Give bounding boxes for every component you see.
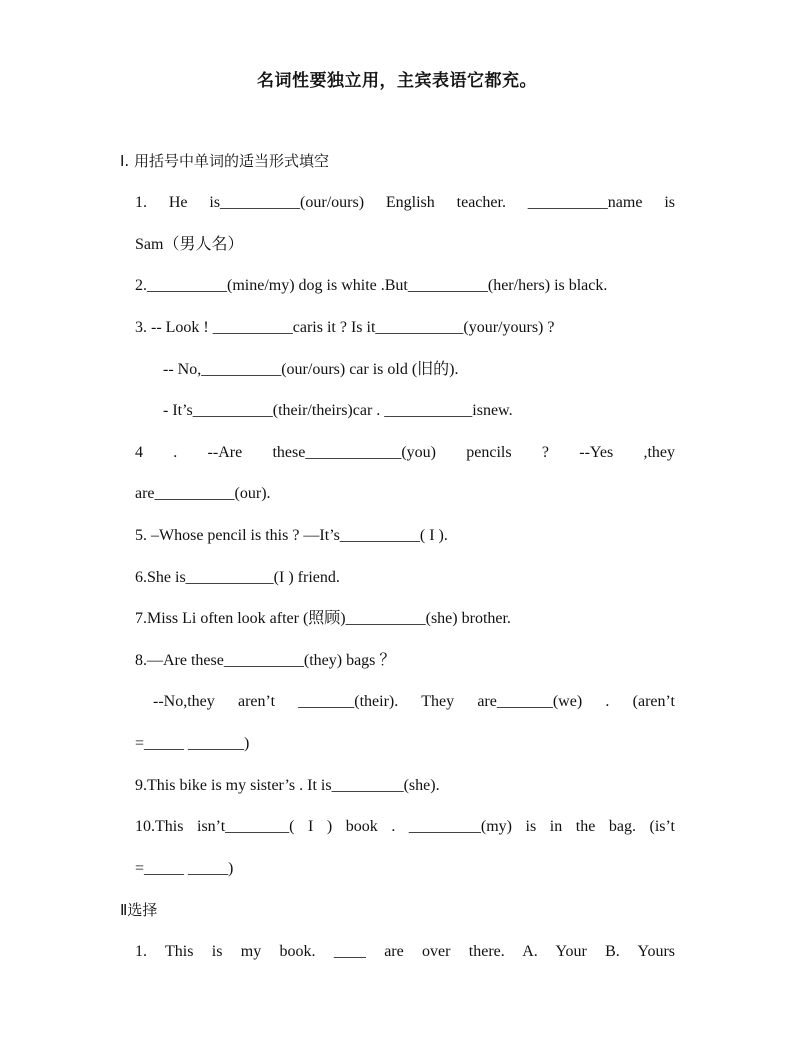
choice-1-line: 1. This is my book. ____ are over there. A. Your B. Yours <box>135 943 675 960</box>
exercise-10-line-2: =_____ _____) <box>135 860 234 877</box>
page-title: 名词性要独立用，主宾表语它都充。 <box>257 71 537 90</box>
exercise-6-line: 6.She is___________(I ) friend. <box>135 569 340 586</box>
exercise-10-line-1: 10.This isn’t________( I ) book . _________(my) is in the bag. (is’t <box>135 818 675 835</box>
exercise-1-line-2: Sam（男人名） <box>135 236 244 253</box>
exercise-1-line-1: 1. He is__________(our/ours) English teacher. __________name is <box>135 194 675 211</box>
section-2-heading: Ⅱ选择 <box>120 901 158 919</box>
exercise-8-line-3: =_____ _______) <box>135 735 250 752</box>
exercise-4-line-1: 4 . --Are these____________(you) pencils ? --Yes ,they <box>135 444 675 461</box>
exercise-3-line-1: 3. -- Look ! __________caris it ? Is it___________(your/yours) ? <box>135 319 555 336</box>
exercise-9-line: 9.This bike is my sister’s . It is_________(she). <box>135 777 440 794</box>
section-1-heading: I. 用括号中单词的适当形式填空 <box>120 152 329 170</box>
exercise-5-line: 5. –Whose pencil is this ? —It’s__________( I ). <box>135 527 448 544</box>
exercise-7-line: 7.Miss Li often look after (照顾)__________(she) brother. <box>135 610 511 627</box>
exercise-2-line: 2.__________(mine/my) dog is white .But__________(her/hers) is black. <box>135 277 608 294</box>
exercise-3-line-2: -- No,__________(our/ours) car is old (旧的). <box>163 361 459 378</box>
exercise-8-line-2: --No,they aren’t _______(their). They are_______(we) . (aren’t <box>153 693 675 710</box>
exercise-4-line-2: are__________(our). <box>135 485 271 502</box>
exercise-3-line-3: - It’s__________(their/theirs)car . ___________isnew. <box>163 402 513 419</box>
exercise-8-line-1: 8.—Are these__________(they) bags ？ <box>135 652 396 669</box>
